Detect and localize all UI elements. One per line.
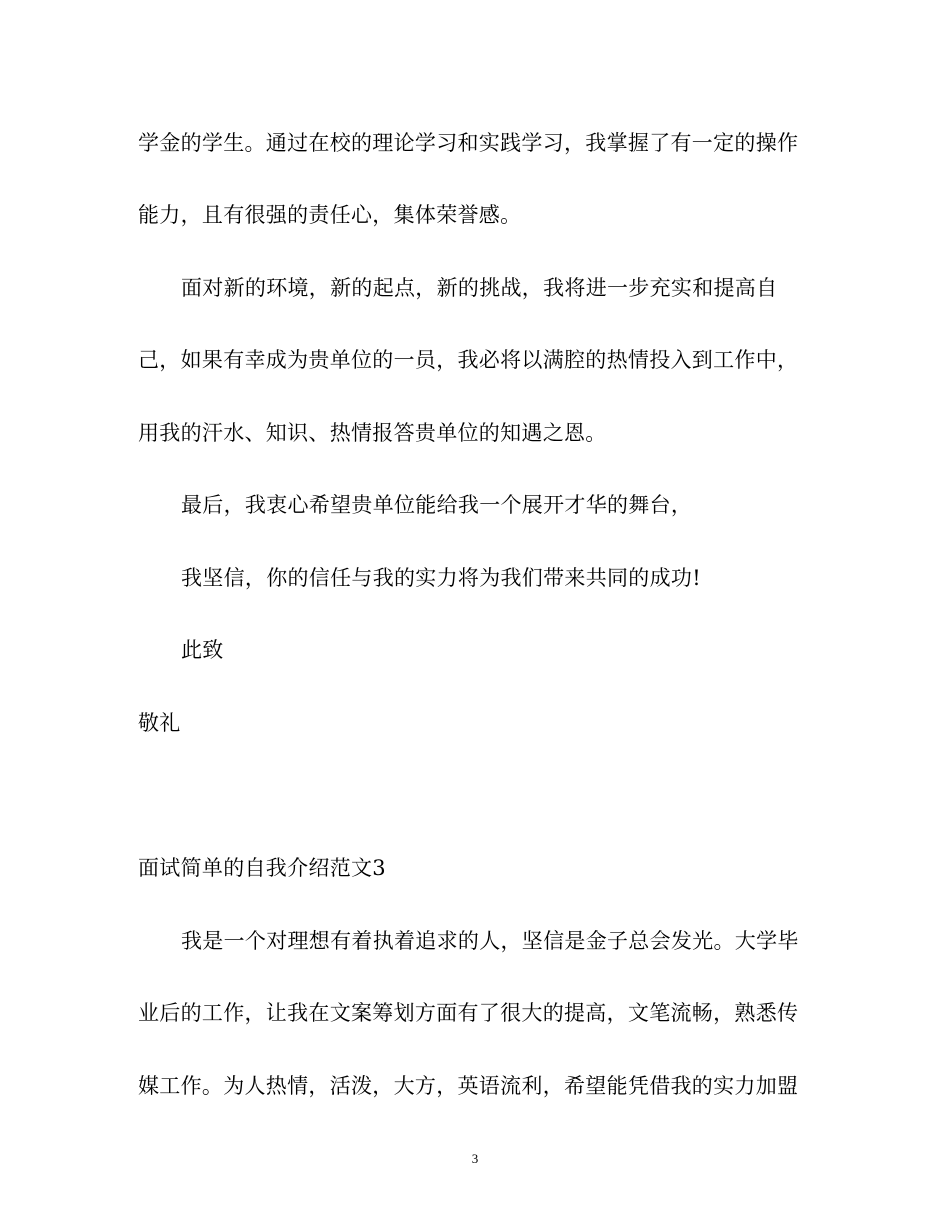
closing-salutation: 敬礼 <box>138 711 181 735</box>
closing-line: 此致 <box>181 638 224 662</box>
paragraph-line: 我坚信，你的信任与我的实力将为我们带来共同的成功! <box>181 566 701 590</box>
paragraph-line: 能力，且有很强的责任心，集体荣誉感。 <box>138 203 522 227</box>
paragraph-line: 面对新的环境，新的起点，新的挑战，我将进一步充实和提高自 <box>181 276 778 300</box>
paragraph-line: 媒工作。为人热情，活泼，大方，英语流利，希望能凭借我的实力加盟 <box>138 1074 799 1098</box>
paragraph-line: 己，如果有幸成为贵单位的一员，我必将以满腔的热情投入到工作中， <box>138 348 799 372</box>
paragraph-line: 最后，我衷心希望贵单位能给我一个展开才华的舞台， <box>181 493 693 517</box>
paragraph-line: 我是一个对理想有着执着追求的人，坚信是金子总会发光。大学毕 <box>181 929 799 953</box>
paragraph-line: 业后的工作，让我在文案筹划方面有了很大的提高，文笔流畅，熟悉传 <box>138 1001 799 1025</box>
page-number: 3 <box>471 1151 479 1166</box>
paragraph-line: 学金的学生。通过在校的理论学习和实践学习，我掌握了有一定的操作 <box>138 131 799 155</box>
section-heading: 面试简单的自我介绍范文3 <box>138 856 386 880</box>
paragraph-line: 用我的汗水、知识、热情报答贵单位的知遇之恩。 <box>138 421 607 445</box>
